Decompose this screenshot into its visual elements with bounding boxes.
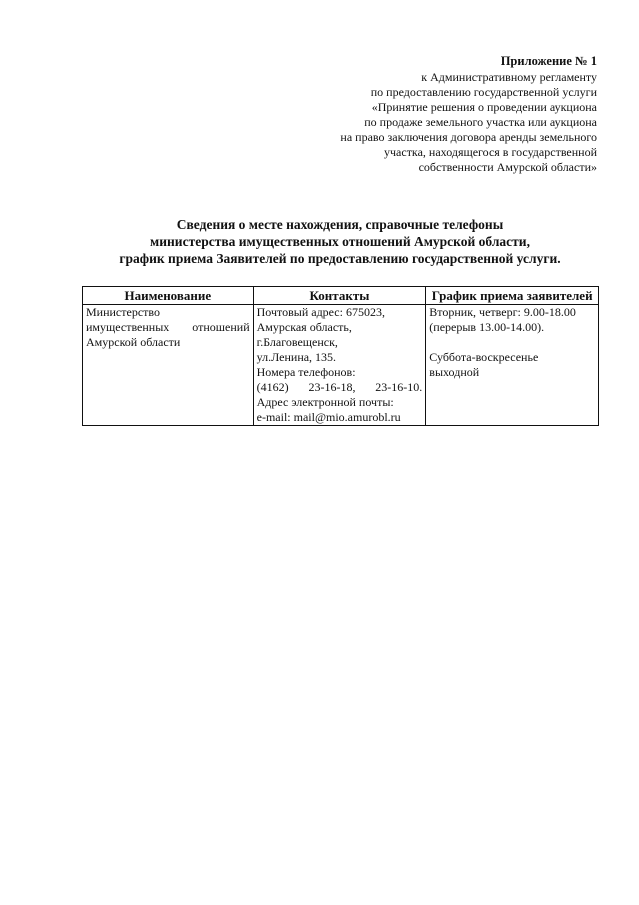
name-line: Министерство xyxy=(86,305,160,319)
phones-label: Номера телефонов: xyxy=(256,365,356,379)
name-word: имущественных xyxy=(86,320,170,334)
document-heading xyxy=(70,216,610,267)
region: Амурская область, xyxy=(256,320,352,334)
heading-line: график приема Заявителей по предоставлению государственной услуги. xyxy=(119,251,561,266)
phone-number: 23-16-18, xyxy=(308,380,356,394)
postal-address: Почтовый адрес: 675023, xyxy=(256,305,385,319)
phone-numbers xyxy=(257,380,423,395)
schedule-break: (перерыв 13.00-14.00). xyxy=(429,320,545,334)
table-header-row xyxy=(83,287,599,305)
cell-name xyxy=(83,305,254,426)
name-word: отношений xyxy=(192,320,250,334)
name-line-justified xyxy=(86,320,250,335)
email-label: Адрес электронной почты: xyxy=(256,395,394,409)
cell-schedule xyxy=(426,305,599,426)
appendix-line: на право заключения договора аренды земельного xyxy=(340,130,597,144)
appendix-line: собственности Амурской области» xyxy=(418,160,597,174)
appendix-title: Приложение № 1 xyxy=(500,54,597,68)
phone-code: (4162) xyxy=(256,380,289,394)
schedule-weekend: Суббота-воскресенье xyxy=(429,350,539,364)
appendix-line: «Принятие решения о проведении аукциона xyxy=(371,100,597,114)
appendix-line: к Административному регламенту xyxy=(421,70,597,84)
header-name: Наименование xyxy=(83,287,254,305)
schedule-days: Вторник, четверг: 9.00-18.00 xyxy=(429,305,576,319)
header-contacts: Контакты xyxy=(253,287,426,305)
appendix-line: участка, находящегося в государственной xyxy=(384,145,597,159)
spacer xyxy=(429,335,595,350)
appendix-block xyxy=(257,54,597,175)
table-row xyxy=(83,305,599,426)
street: ул.Ленина, 135. xyxy=(256,350,337,364)
contacts-table xyxy=(82,286,599,426)
phone-number: 23-16-10. xyxy=(375,380,423,394)
appendix-line: по предоставлению государственной услуги xyxy=(370,85,597,99)
name-line: Амурской области xyxy=(86,335,181,349)
email-address: e-mail: mail@mio.amurobl.ru xyxy=(256,410,401,424)
city: г.Благовещенск, xyxy=(256,335,338,349)
schedule-weekend: выходной xyxy=(429,365,480,379)
header-schedule: График приема заявителей xyxy=(426,287,599,305)
heading-line: Сведения о месте нахождения, справочные телефоны xyxy=(176,217,504,232)
cell-contacts xyxy=(253,305,426,426)
appendix-line: по продаже земельного участка или аукциона xyxy=(364,115,597,129)
heading-line: министерства имущественных отношений Амурской области, xyxy=(150,234,530,249)
